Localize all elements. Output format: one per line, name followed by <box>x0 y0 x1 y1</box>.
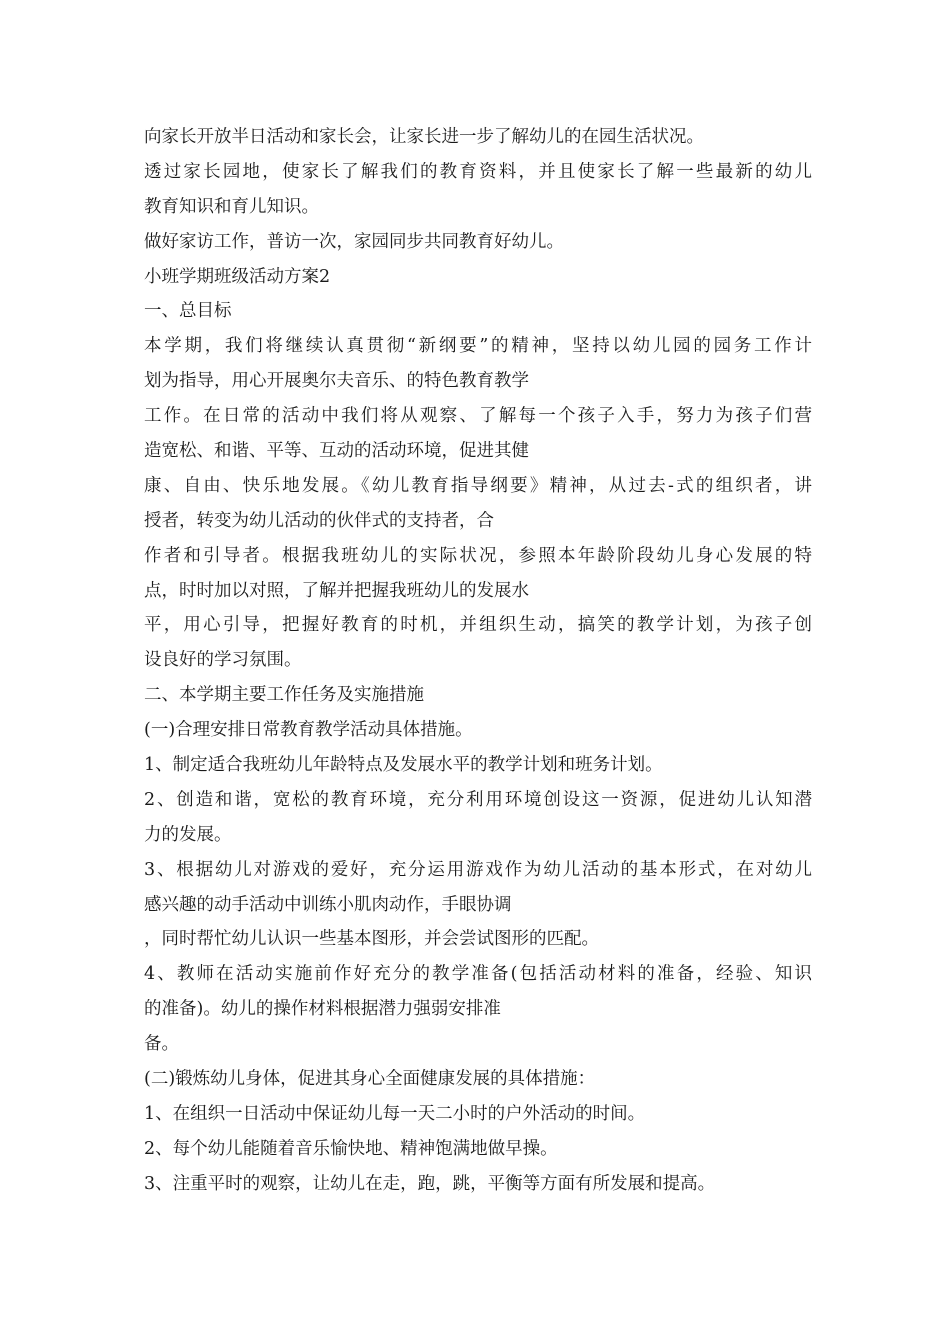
text-line: 的准备)。幼儿的操作材料根据潜力强弱安排准 <box>144 999 501 1020</box>
text-line: 2、每个幼儿能随着音乐愉快地、精神饱满地做早操。 <box>144 1138 558 1159</box>
text-line: 感兴趣的动手活动中训练小肌肉动作，手眼协调 <box>144 894 512 915</box>
text-line: 1、制定适合我班幼儿年龄特点及发展水平的教学计划和班务计划。 <box>144 755 663 776</box>
text-line: 教育知识和育儿知识。 <box>144 196 319 217</box>
text-line: (二)锻炼幼儿身体，促进其身心全面健康发展的具体措施： <box>144 1069 596 1090</box>
text-line: 平，用心引导，把握好教育的时机，并组织生动，搞笑的教学计划，为孩子创 <box>144 615 812 636</box>
text-line: 工作。在日常的活动中我们将从观察、了解每一个孩子入手，努力为孩子们营 <box>144 406 812 427</box>
document-body <box>144 120 812 1202</box>
text-line: 力的发展。 <box>144 824 232 845</box>
text-line: 3、注重平时的观察，让幼儿在走，跑，跳，平衡等方面有所发展和提高。 <box>144 1173 716 1194</box>
text-line: 作者和引导者。根据我班幼儿的实际状况，参照本年龄阶段幼儿身心发展的特 <box>144 545 812 566</box>
text-line: 备。 <box>144 1034 179 1055</box>
text-line: 二、本学期主要工作任务及实施措施 <box>144 685 424 706</box>
text-line: 4、教师在活动实施前作好充分的教学准备(包括活动材料的准备，经验、知识 <box>144 964 812 985</box>
text-line: 本学期，我们将继续认真贯彻“新纲要”的精神，坚持以幼儿园的园务工作计 <box>144 336 812 357</box>
text-line: 小班学期班级活动方案2 <box>144 266 331 287</box>
text-line: (一)合理安排日常教育教学活动具体措施。 <box>144 720 473 741</box>
text-line: 透过家长园地，使家长了解我们的教育资料，并且使家长了解一些最新的幼儿 <box>144 161 812 182</box>
text-line: 1、在组织一日活动中保证幼儿每一天二小时的户外活动的时间。 <box>144 1103 646 1124</box>
text-line: 一、总目标 <box>144 301 232 322</box>
text-line: ，同时帮忙幼儿认识一些基本图形，并会尝试图形的匹配。 <box>144 929 599 950</box>
text-line: 造宽松、和谐、平等、互动的活动环境，促进其健 <box>144 441 529 462</box>
text-line: 设良好的学习氛围。 <box>144 650 302 671</box>
text-line: 3、根据幼儿对游戏的爱好，充分运用游戏作为幼儿活动的基本形式，在对幼儿 <box>144 859 812 880</box>
text-line: 做好家访工作，普访一次，家园同步共同教育好幼儿。 <box>144 231 564 252</box>
text-line: 康、自由、快乐地发展。《幼儿教育指导纲要》精神，从过去-式的组织者，讲 <box>144 475 812 496</box>
text-line: 向家长开放半日活动和家长会，让家长进一步了解幼儿的在园生活状况。 <box>144 127 704 147</box>
text-line: 划为指导，用心开展奥尔夫音乐、的特色教育教学 <box>144 371 529 392</box>
text-line: 2、创造和谐，宽松的教育环境，充分利用环境创设这一资源，促进幼儿认知潜 <box>144 789 812 810</box>
text-line: 授者，转变为幼儿活动的伙伴式的支持者，合 <box>144 510 494 531</box>
text-line: 点，时时加以对照，了解并把握我班幼儿的发展水 <box>144 580 529 601</box>
